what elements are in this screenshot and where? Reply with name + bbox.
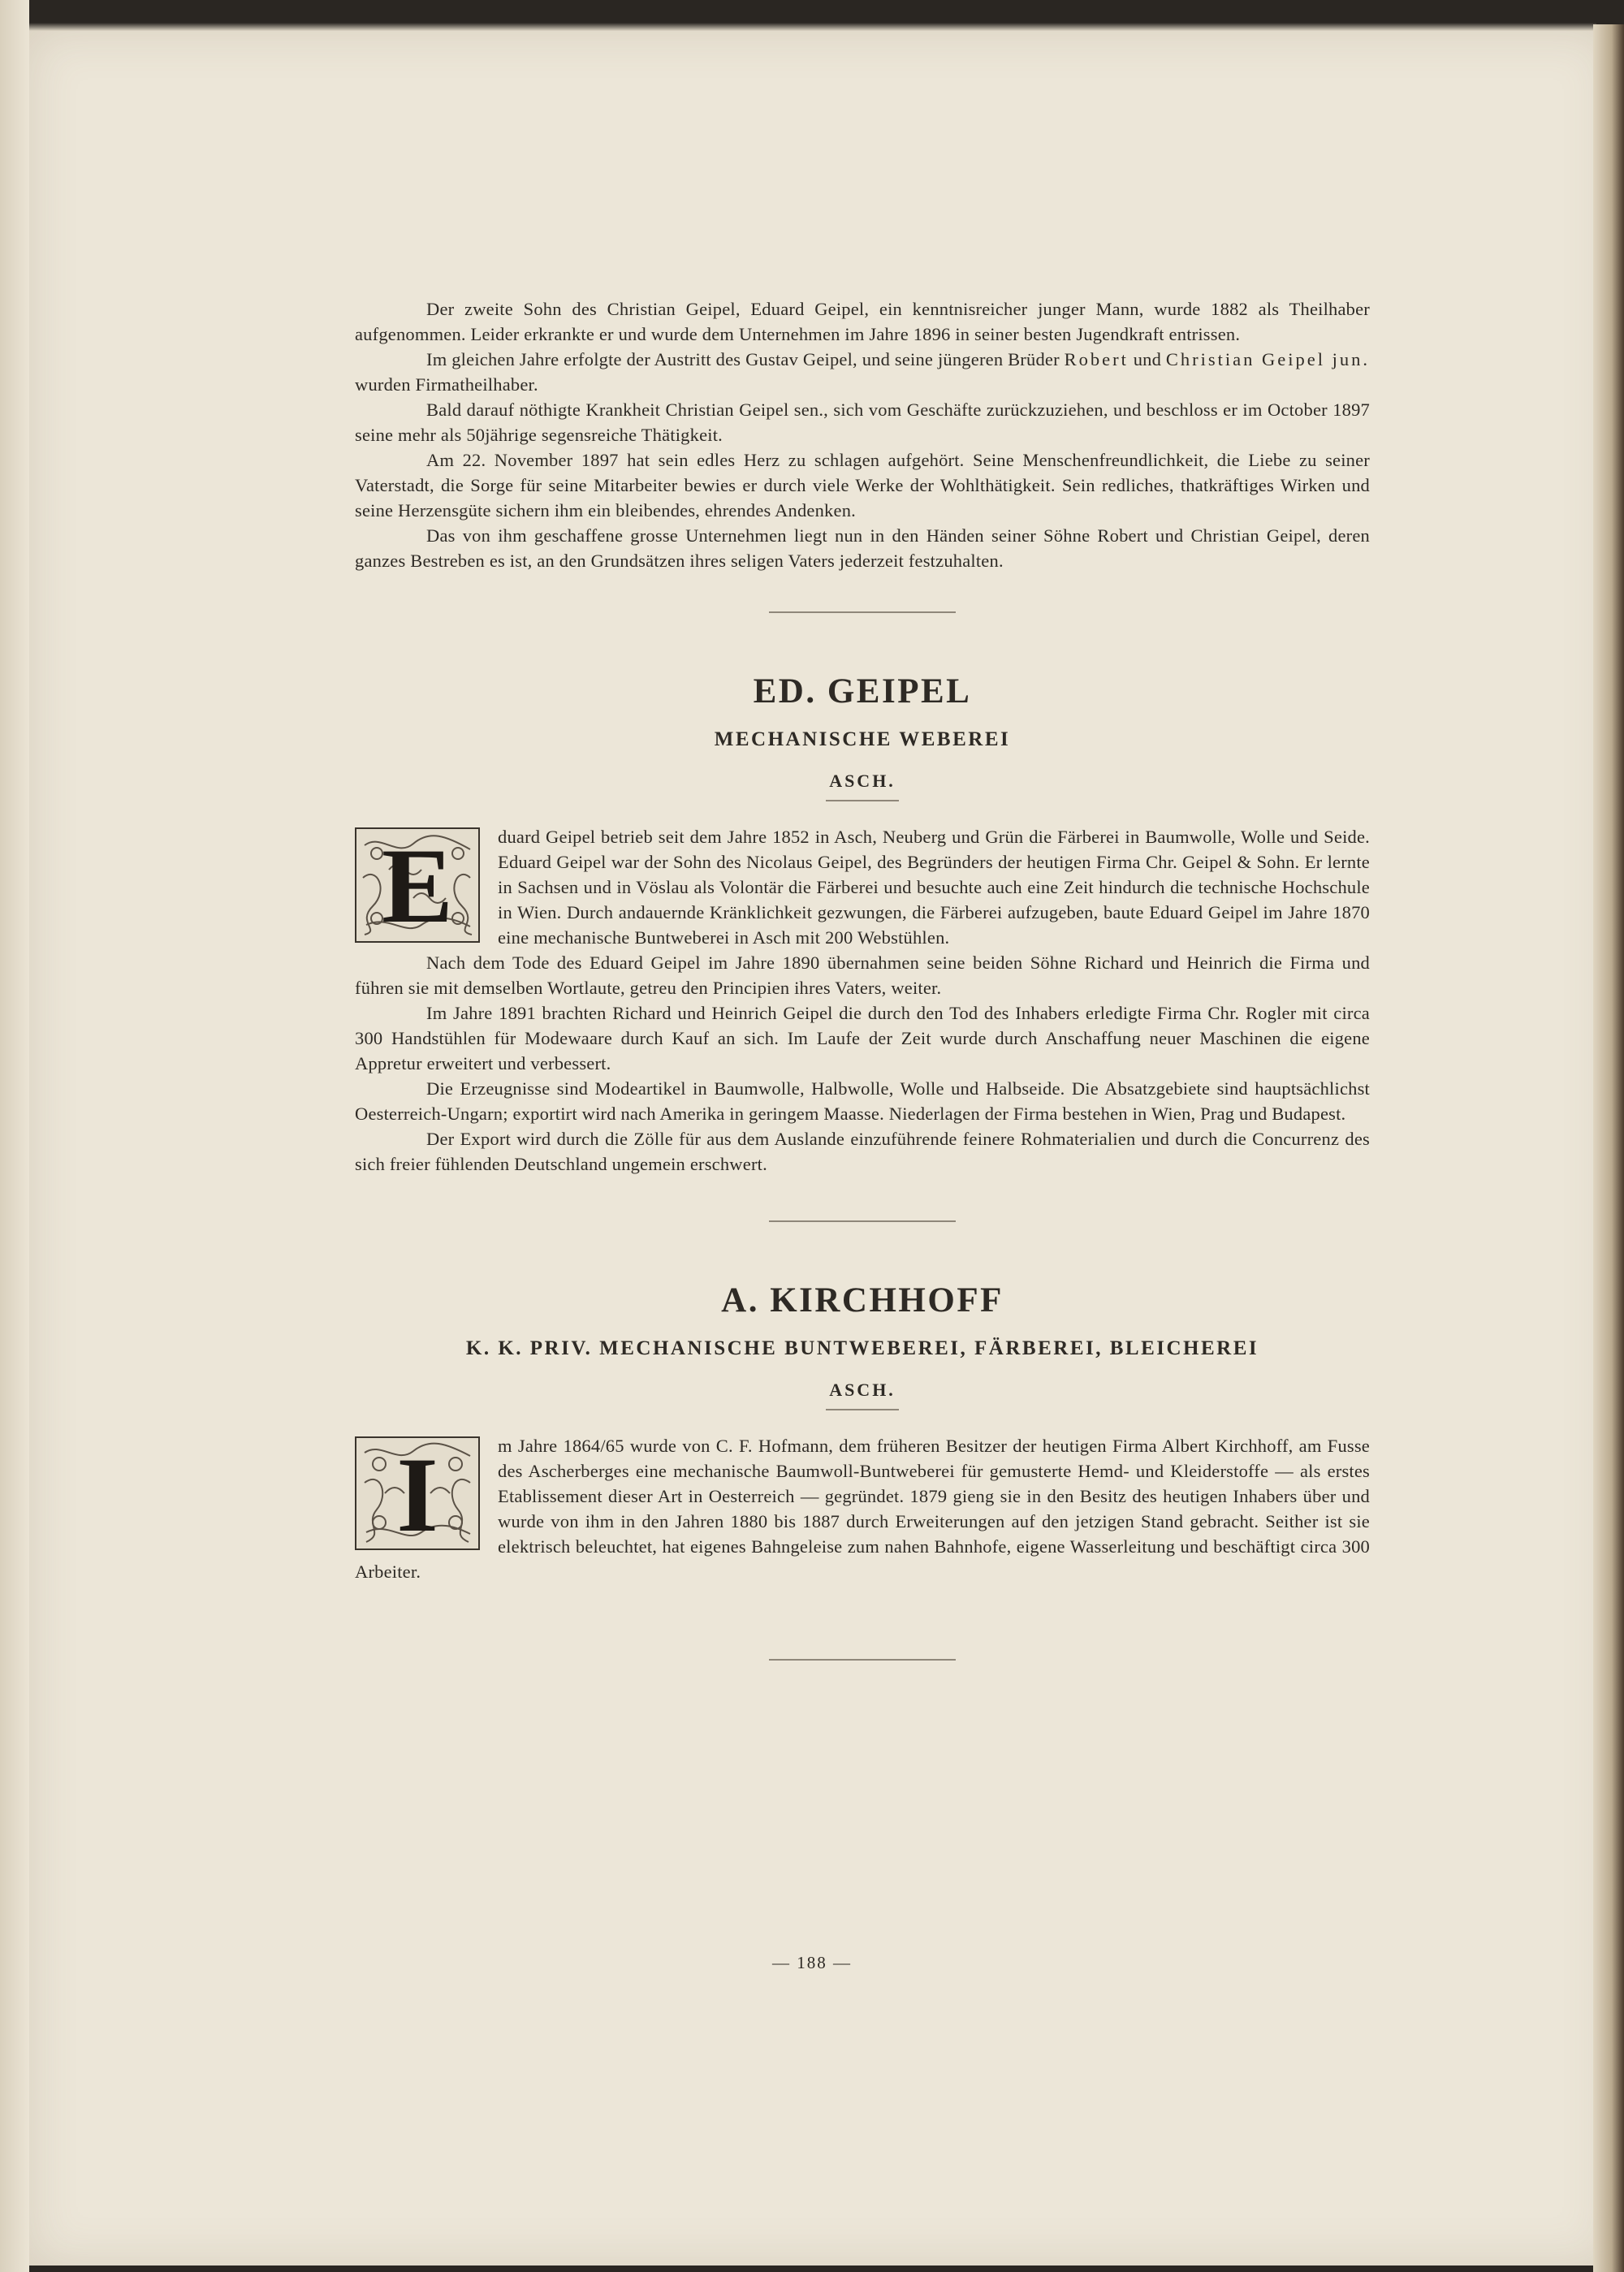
intro-paragraph-3: Bald darauf nöthigte Krankheit Christian Geipel sen., sich vom Geschäfte zurückzuziehen, und beschloss er im October 1897 seine mehr als 50jährige segensreiche Thätigkeit. xyxy=(355,400,1370,445)
section-subtitle: K. K. PRIV. MECHANISCHE BUNTWEBEREI, FÄRBEREI, BLEICHEREI xyxy=(465,1337,1259,1359)
section-divider xyxy=(769,1659,956,1661)
page-content xyxy=(355,296,1370,1661)
geipel-paragraph-1: duard Geipel betrieb seit dem Jahre 1852 in Asch, Neuberg und Grün die Färberei in Baumwolle, Wolle und Seide. Eduard Geipel war der Sohn des Nicolaus Geipel, des Begründers der heutigen Firma Chr. Geipel & Sohn. Er lernte in Sachsen und in Vöslau als Volontär die Färberei und besuchte auch eine Zeit hindurch die technische Hochschule in Wien. Durch andauernde Kränklichkeit gezwungen, die Färberei aufzugeben, baute Eduard Geipel im Jahre 1870 eine mechanische Buntweberei in Asch mit 200 Webstühlen. xyxy=(498,827,1370,948)
geipel-paragraph-2: Nach dem Tode des Eduard Geipel im Jahre 1890 übernahmen seine beiden Söhne Richard und Heinrich die Firma und führen sie mit demselben Wortlaute, getreu den Principien ihres Vaters, weiter. xyxy=(355,952,1370,998)
section-title: A. KIRCHHOFF xyxy=(721,1281,1004,1320)
top-page-edge xyxy=(29,0,1596,31)
page-number: — 188 — xyxy=(772,1953,852,1972)
section-place: ASCH. xyxy=(829,1380,896,1400)
name-christian: Christian Geipel jun. xyxy=(1165,349,1371,369)
intro-paragraph-1: Der zweite Sohn des Christian Geipel, Eduard Geipel, ein kenntnisreicher junger Mann, wurde 1882 als Theilhaber aufgenommen. Leider erkrankte er und wurde dem Unternehmen im Jahre 1896 in seiner besten Jugendkraft entrissen. xyxy=(355,299,1370,344)
geipel-paragraph-3: Im Jahre 1891 brachten Richard und Heinrich Geipel die durch den Tod des Inhabers erledigte Firma Chr. Rogler mit circa 300 Handstühlen für Modewaare durch Kauf an sich. Im Laufe der Zeit wurde durch Anschaffung neuer Maschinen die eigene Appretur erweitert und verbessert. xyxy=(355,1003,1370,1073)
intro-paragraph-5: Das von ihm geschaffene grosse Unternehmen liegt nun in den Händen seiner Söhne Robert und Christian Geipel, deren ganzes Bestreben es ist, an den Grundsätzen ihres seligen Vaters jederzeit festzuhalten. xyxy=(355,525,1370,571)
section-place: ASCH. xyxy=(829,771,896,791)
intro-p2-a: Im gleichen Jahre erfolgte der Austritt des Gustav Geipel, und seine jüngeren Brüder xyxy=(426,349,1065,369)
geipel-paragraph-5: Der Export wird durch die Zölle für aus dem Auslande einzuführende feinere Rohmaterialien und durch die Concurrenz des sich freier fühlenden Deutschland ungemein erschwert. xyxy=(355,1129,1370,1174)
intro-p2-c: wurden Firmatheilhaber. xyxy=(355,374,538,395)
intro-paragraph-2 xyxy=(355,347,1370,397)
left-page-edge xyxy=(0,0,29,2272)
ornamental-initial-i xyxy=(355,1435,480,1554)
section-title: ED. GEIPEL xyxy=(753,672,972,711)
initial-letter: I xyxy=(396,1435,438,1554)
name-robert: Robert xyxy=(1064,349,1129,369)
initial-letter: E xyxy=(381,826,454,945)
section-kirchhoff xyxy=(355,1281,1370,1584)
kirchhoff-paragraph-1: m Jahre 1864/65 wurde von C. F. Hofmann, dem früheren Besitzer der heutigen Firma Albert Kirchhoff, am Fusse des Ascherberges eine mechanische Baumwoll-Buntweberei für gemusterte Hemd- und Kleiderstoffe — als erstes Etablissement dieser Art in Oesterreich — gegründet. 1879 gieng sie in den Besitz des heutigen Inhabers über und wurde von ihm in den Jahren 1880 bis 1887 durch Erweiterungen auf den jetzigen Stand gebracht. Seither ist sie elektrisch beleuchtet, hat eigenes Bahngeleise zum nahen Bahnhofe, eigene Wasserleitung und beschäftigt circa 300 Arbeiter. xyxy=(355,1436,1370,1582)
ornamental-initial-e xyxy=(355,827,480,943)
section-ed-geipel xyxy=(355,672,1370,1177)
intro-p2-b: und xyxy=(1128,349,1166,369)
section-subtitle: MECHANISCHE WEBEREI xyxy=(714,728,1011,750)
intro-section xyxy=(355,296,1370,573)
intro-paragraph-4: Am 22. November 1897 hat sein edles Herz zu schlagen aufgehört. Seine Menschenfreundlichkeit, die Liebe zu seiner Vaterstadt, die Sorge für seine Mitarbeiter bewies er durch viele Werke der Wohlthätigkeit. Sein redliches, thatkräftiges Wirken und seine Herzensgüte sichern ihm ein bleibendes, ehrendes Andenken. xyxy=(355,450,1370,520)
book-spine-edge xyxy=(1593,24,1624,2272)
geipel-paragraph-4: Die Erzeugnisse sind Modeartikel in Baumwolle, Halbwolle, Wolle und Halbseide. Die Absatzgebiete sind hauptsächlichst Oesterreich-Ungarn; exportirt wird nach Amerika in geringem Maasse. Niederlagen der Firma bestehen in Wien, Prag und Budapest. xyxy=(355,1078,1370,1124)
